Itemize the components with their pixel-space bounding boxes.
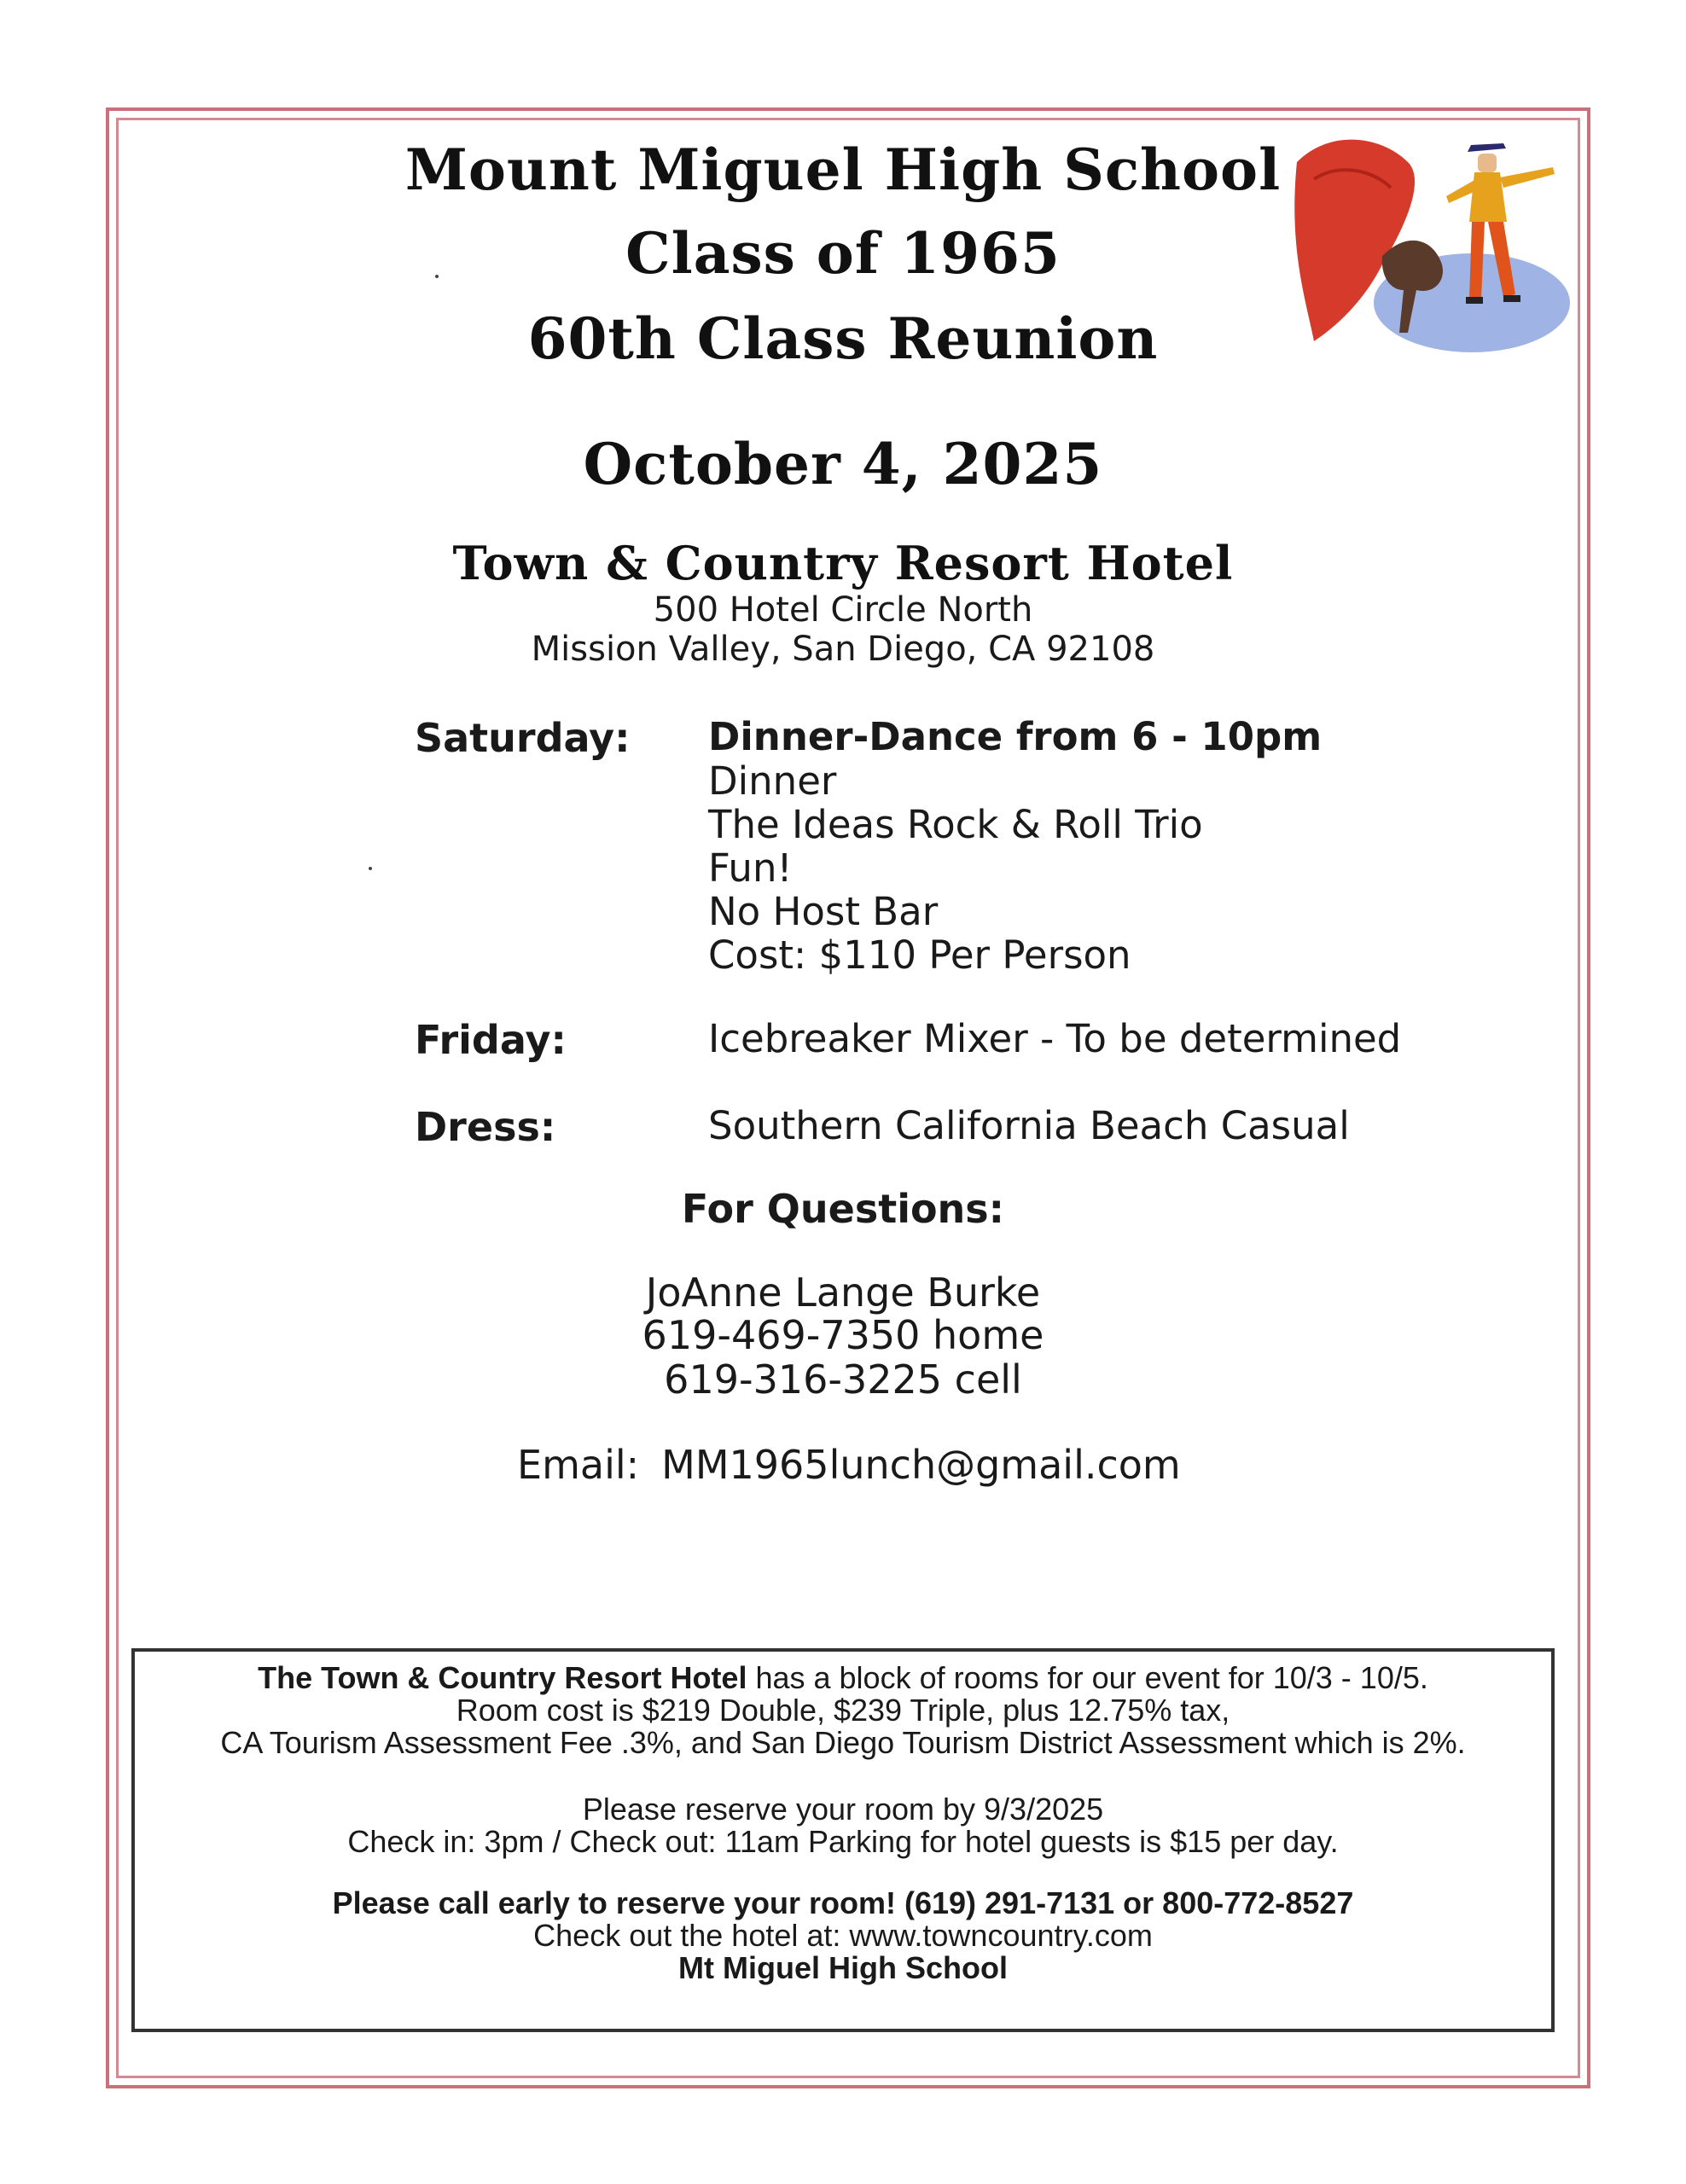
questions-heading: For Questions: — [681, 1186, 1005, 1232]
saturday-item: Fun! — [708, 845, 793, 891]
saturday-item: Dinner — [708, 758, 837, 804]
email-line — [517, 1442, 1181, 1488]
reunion-title: 60th Class Reunion — [527, 305, 1159, 372]
dress-label: Dress: — [415, 1104, 556, 1150]
saturday-headline: Dinner-Dance from 6 - 10pm — [708, 714, 1323, 759]
email-label: Email: — [517, 1442, 640, 1488]
saturday-label: Saturday: — [415, 715, 631, 761]
assessment-fee-line: CA Tourism Assessment Fee .3%, and San Diego Tourism District Assessment which is 2%. — [220, 1725, 1466, 1760]
matador-icon — [1280, 128, 1570, 358]
dress-value: Southern California Beach Casual — [708, 1103, 1350, 1148]
call-early-line: Please call early to reserve your room! (619) 291-7131 or 800-772-8527 — [332, 1885, 1354, 1920]
room-cost-line: Room cost is $219 Double, $239 Triple, plus 12.75% tax, — [456, 1693, 1230, 1728]
class-year-title: Class of 1965 — [625, 220, 1061, 287]
friday-value: Icebreaker Mixer - To be determined — [708, 1016, 1402, 1061]
saturday-cost: Cost: $110 Per Person — [708, 932, 1131, 978]
venue-city: Mission Valley, San Diego, CA 92108 — [531, 630, 1155, 669]
contact-cell-phone: 619-316-3225 cell — [664, 1356, 1022, 1403]
contact-home-phone: 619-469-7350 home — [642, 1312, 1044, 1358]
saturday-item: The Ideas Rock & Roll Trio — [708, 802, 1203, 847]
friday-label: Friday: — [415, 1017, 567, 1063]
contact-name: JoAnne Lange Burke — [645, 1269, 1041, 1316]
saturday-item: No Host Bar — [708, 889, 939, 934]
reserve-by-line: Please reserve your room by 9/3/2025 — [582, 1792, 1104, 1827]
hotel-website-line: Check out the hotel at: www.towncountry.com — [533, 1918, 1153, 1953]
school-title: Mount Miguel High School — [404, 136, 1282, 203]
school-footer: Mt Miguel High School — [678, 1950, 1008, 1985]
hotel-name-bold: The Town & Country Resort Hotel — [258, 1660, 747, 1695]
room-block-line — [0, 1660, 1686, 1696]
scan-speck — [369, 867, 372, 870]
event-date: October 4, 2025 — [583, 431, 1103, 497]
venue-name: Town & Country Resort Hotel — [452, 536, 1234, 590]
venue-street: 500 Hotel Circle North — [653, 590, 1033, 630]
email-address[interactable]: MM1965lunch@gmail.com — [661, 1442, 1181, 1488]
room-block-text: has a block of rooms for our event for 10/3 - 10/5. — [747, 1660, 1428, 1695]
scan-speck — [435, 275, 439, 278]
checkin-line: Check in: 3pm / Check out: 11am Parking for hotel guests is $15 per day. — [347, 1824, 1339, 1859]
